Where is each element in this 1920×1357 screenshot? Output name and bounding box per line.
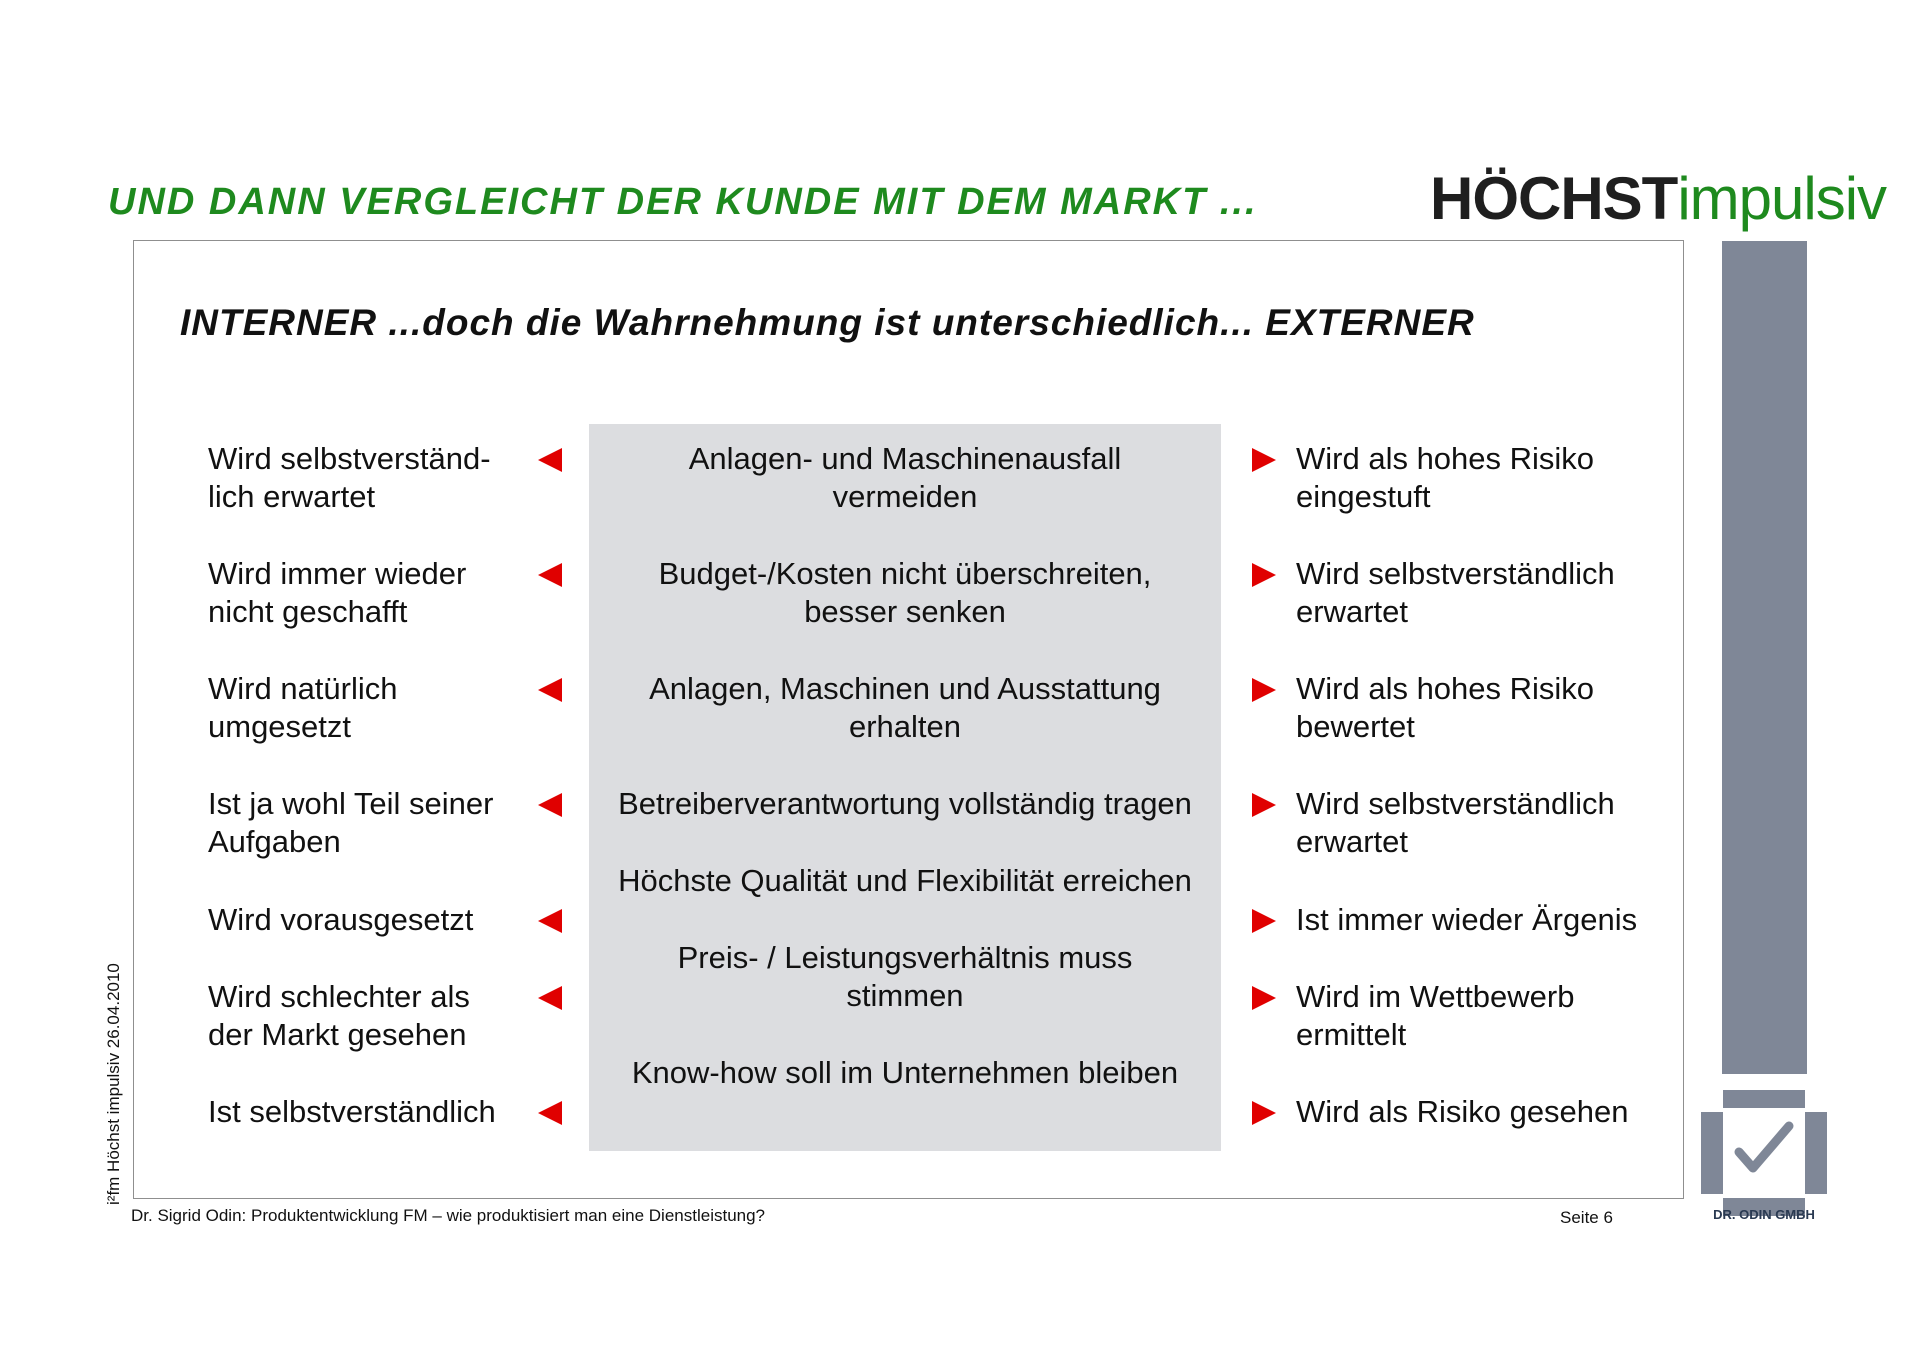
right-item: Wird als Risiko gesehen [1296,1094,1629,1129]
left-item: Wird immer wieder nicht geschafft [208,556,467,629]
center-item: Höchste Qualität und Flexibilität erreichen [618,863,1192,898]
arrow-left-icon [538,793,562,817]
left-item: Ist selbstverständlich [208,1094,496,1129]
left-item: Wird vorausgesetzt [208,902,474,937]
arrow-right-icon [1252,909,1276,933]
slide-subtitle: INTERNER ...doch die Wahrnehmung ist unterschiedlich... EXTERNER [180,302,1475,343]
center-item: Anlagen, Maschinen und Ausstattung erhalten [649,671,1161,744]
arrow-left-icon [538,678,562,702]
center-item: Anlagen- und Maschinenausfall vermeiden [688,441,1122,514]
arrow-right-icon [1252,563,1276,587]
arrow-left-icon [538,563,562,587]
arrow-right-icon [1252,986,1276,1010]
arrow-right-icon [1252,448,1276,472]
center-item: Preis- / Leistungsverhältnis muss stimmen [677,940,1133,1013]
arrow-right-icon [1252,1101,1276,1125]
footer-caption: Dr. Sigrid Odin: Produktentwicklung FM – wie produktisiert man eine Dienstleistung? [131,1206,766,1225]
arrow-left-icon [538,1101,562,1125]
left-item: Wird natürlich umgesetzt [208,671,398,744]
vertical-date-note: i²fm Höchst impulsiv 26.04.2010 [104,963,123,1205]
logo-part-hoechst: HÖCHST [1430,165,1678,232]
right-item: Wird als hohes Risiko eingestuft [1296,441,1595,514]
right-item: Wird als hohes Risiko bewertet [1296,671,1595,744]
left-item: Wird selbstverständ- lich erwartet [208,441,491,514]
logo-part-impulsiv: impulsiv [1677,165,1887,232]
arrow-left-icon [538,909,562,933]
side-decoration-bar [1722,241,1807,1074]
company-name: DR. ODIN GMBH [1713,1207,1815,1222]
right-item: Wird im Wettbewerb ermittelt [1296,979,1575,1052]
center-item: Betreiberverantwortung vollständig tragen [618,786,1192,821]
arrow-right-icon [1252,793,1276,817]
arrow-left-icon [538,448,562,472]
checkmark-emblem-icon [1701,1090,1827,1216]
left-item: Wird schlechter als der Markt gesehen [208,979,470,1052]
center-item: Know-how soll im Unternehmen bleiben [631,1055,1179,1090]
center-item: Budget-/Kosten nicht überschreiten, besser senken [658,556,1152,629]
arrow-left-icon [538,986,562,1010]
right-item: Wird selbstverständlich erwartet [1296,786,1615,859]
slide-title: UND DANN VERGLEICHT DER KUNDE MIT DEM MARKT ... [108,181,1258,223]
right-item: Ist immer wieder Ärgenis [1296,902,1638,937]
left-item: Ist ja wohl Teil seiner Aufgaben [208,786,494,859]
brand-logo [1430,164,1886,233]
page-number: Seite 6 [1560,1208,1613,1227]
arrow-right-icon [1252,678,1276,702]
right-item: Wird selbstverständlich erwartet [1296,556,1615,629]
